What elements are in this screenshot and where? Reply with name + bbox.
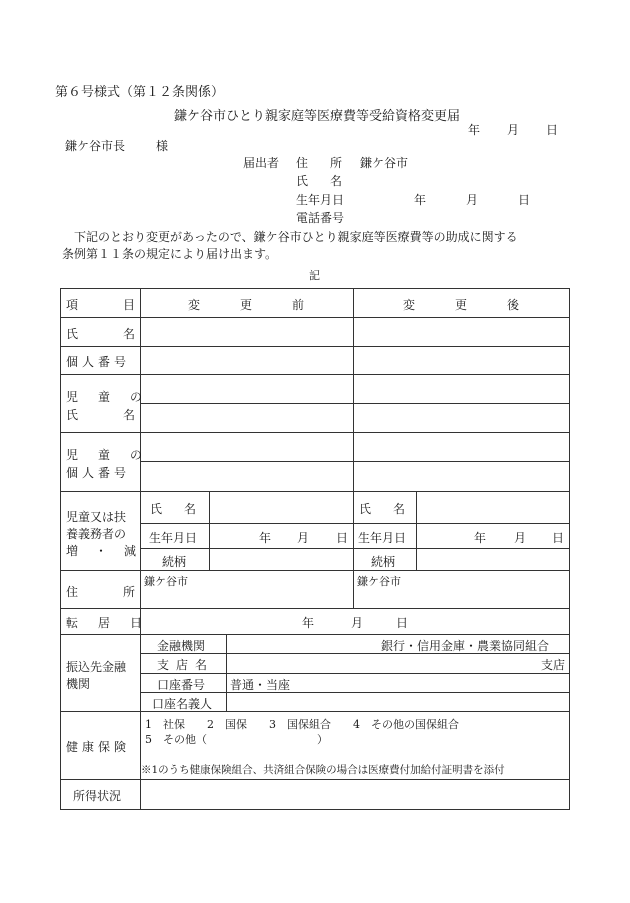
header-after: 変更後 [403, 298, 560, 312]
row-name-label: 氏名 [66, 327, 181, 341]
applicant-address-value: 鎌ケ谷市 [360, 156, 409, 170]
row-move-label: 転居日 [66, 616, 163, 630]
move-month: 月 [351, 616, 364, 630]
dep-after-year: 年 [474, 531, 487, 545]
row-child-name-label-1: 児童の [66, 390, 163, 404]
row-insurance-label: 健康保険 [66, 740, 131, 754]
row-bank-label-1: 振込先金融 [66, 660, 127, 674]
row-dependents-label-2: 養義務者の [66, 527, 127, 541]
bank-holder-label: 口座名義人 [152, 697, 213, 711]
row-individual-number-label: 個人番号 [66, 355, 131, 369]
move-day: 日 [396, 616, 409, 630]
applicant-phone-label: 電話番号 [296, 211, 345, 225]
applicant-birth-year: 年 [414, 193, 427, 207]
bank-branch-label: 支店名 [157, 658, 215, 672]
bank-institution-types: 銀行・信用金庫・農業協同組合 [381, 639, 550, 653]
header-item: 項目 [66, 298, 181, 312]
dep-after-birth-label: 生年月日 [358, 531, 407, 545]
move-year: 年 [302, 616, 315, 630]
row-child-number-label-1: 児童の [66, 448, 163, 462]
child-number-after-cell[interactable] [354, 433, 568, 490]
applicant-label: 届出者 [243, 156, 280, 170]
dep-after-name-label: 氏名 [359, 502, 428, 516]
child-name-after-cell[interactable] [354, 375, 568, 431]
dep-before-day: 日 [336, 531, 349, 545]
header-before: 変更前 [188, 298, 345, 312]
row-child-number-label-2: 個人番号 [66, 466, 131, 480]
row-address-label: 住所 [66, 585, 181, 599]
ki-mark: 記 [309, 269, 320, 282]
bank-account-type: 普通・当座 [230, 678, 291, 692]
body-line-2: 条例第１１条の規定により届け出ます。 [62, 247, 278, 261]
address-before-prefix: 鎌ケ谷市 [144, 575, 188, 588]
body-line-1: 下記のとおり変更があったので、鎌ケ谷市ひとり親家庭等医療費等の助成に関する [74, 230, 518, 244]
insurance-note: ※1のうち健康保険組合、共済組合保険の場合は医療費付加給付証明書を添付 [141, 764, 505, 776]
address-after-prefix: 鎌ケ谷市 [357, 575, 401, 588]
bank-institution-label: 金融機関 [157, 639, 206, 653]
individual-number-before-cell[interactable] [141, 347, 352, 373]
applicant-address-label: 住所 [296, 156, 365, 170]
dep-before-relation-label: 続柄 [162, 555, 187, 569]
date-year: 年 [468, 123, 481, 137]
applicant-name-label: 氏名 [296, 174, 365, 188]
income-cell[interactable] [141, 780, 568, 808]
dep-after-relation-label: 続柄 [371, 555, 396, 569]
dep-before-month: 月 [297, 531, 310, 545]
form-number: 第６号様式（第１２条関係） [55, 85, 225, 100]
date-day: 日 [546, 123, 559, 137]
addressee-name: 鎌ケ谷市長 [65, 139, 126, 153]
name-before-cell[interactable] [141, 318, 352, 345]
form-title: 鎌ケ谷市ひとり親家庭等医療費等受給資格変更届 [174, 109, 461, 124]
dep-before-name-label: 氏名 [150, 502, 219, 516]
applicant-birth-label: 生年月日 [296, 193, 345, 207]
bank-branch-suffix: 支店 [541, 658, 566, 672]
insurance-options-2: 5 その他（ ） [145, 733, 328, 746]
individual-number-after-cell[interactable] [354, 347, 568, 373]
addressee-honorific: 様 [156, 139, 169, 153]
row-bank-label-2: 機関 [66, 677, 91, 691]
insurance-options-1: 1 社保 2 国保 3 国保組合 4 その他の国保組合 [145, 718, 459, 731]
dep-after-day: 日 [552, 531, 565, 545]
date-month: 月 [507, 123, 520, 137]
child-number-before-cell[interactable] [141, 433, 352, 490]
applicant-birth-day: 日 [518, 193, 531, 207]
dep-after-month: 月 [514, 531, 527, 545]
row-income-label: 所得状況 [73, 789, 122, 803]
row-dependents-label-3: 増・減 [66, 544, 154, 558]
row-dependents-label-1: 児童又は扶 [66, 510, 127, 524]
applicant-birth-month: 月 [466, 193, 479, 207]
dep-before-birth-label: 生年月日 [149, 531, 198, 545]
child-name-before-cell[interactable] [141, 375, 352, 431]
dep-before-year: 年 [259, 531, 272, 545]
row-child-name-label-2: 氏名 [66, 408, 181, 422]
name-after-cell[interactable] [354, 318, 568, 345]
bank-account-number-label: 口座番号 [157, 678, 206, 692]
